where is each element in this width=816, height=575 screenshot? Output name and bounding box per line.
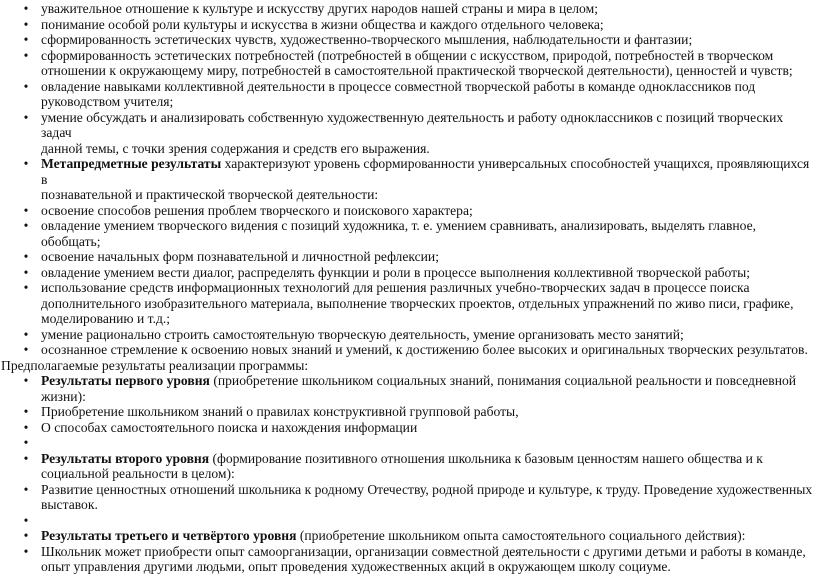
list-item [0, 404, 816, 420]
list-item-text: сформированность эстетических потребностей (потребностей в общении с искусством, природой, потребностей в творческом отношении к окружающему миру, потребностей в самостоятельной практической творческой деятельности), ценностей и чувств; [41, 47, 793, 78]
list-item-text: овладение умением вести диалог, распределять функции и роли в процессе выполнения коллективной творческой работы; [41, 264, 751, 280]
bullet-icon: • [23, 249, 29, 264]
bullet-icon: • [23, 450, 29, 466]
list-item [0, 156, 816, 203]
section-heading: Предполагаемые результаты реализации программы: [1, 357, 309, 373]
list-item [0, 280, 816, 327]
list-item [0, 342, 816, 358]
list-item [0, 435, 816, 451]
list-item-text: умение обсуждать и анализировать собственную художественную деятельность и работу одноклассников с позиций творческих задач данной темы, с точки зрения содержания и средств его выражения. [41, 109, 784, 156]
list-item-text: Развитие ценностных отношений школьника к родному Отечеству, родной природе и культуре, к труду. Проведение художественных выставок. [41, 481, 813, 512]
list-item [0, 544, 816, 575]
list-item-text: осознанное стремление к освоению новых знаний и умений, к достижению более высоких и оригинальных творческих результатов. [41, 342, 808, 357]
list-item [0, 110, 816, 157]
list-item-text [41, 435, 44, 450]
list-item-text: сформированность эстетических чувств, художественно-творческого мышления, наблюдательности и фантазии; [41, 32, 693, 47]
list-item-text: О способах самостоятельного поиска и нахождения информации [41, 419, 418, 435]
list-item-bold-lead: Результаты второго уровня [41, 450, 210, 466]
list-item [0, 48, 816, 79]
bullet-icon: • [23, 1, 29, 16]
bullet-icon: • [23, 419, 29, 435]
list-item [0, 218, 816, 249]
bullet-icon: • [23, 373, 29, 388]
list-item-text: характеризуют уровень сформированности универсальных способностей учащихся, проявляющихся в познавательной и практической творческой деятельности: [41, 156, 810, 202]
list-item-text: овладение умением творческого видения с позиций художника, т. е. умением сравнивать, анализировать, выделять главное, обобщать; [41, 218, 757, 249]
list-item [0, 249, 816, 265]
bullet-icon: • [23, 481, 29, 497]
bullet-icon: • [23, 218, 29, 233]
bullet-icon: • [23, 543, 29, 559]
list-item [0, 513, 816, 529]
results-list-personal [0, 1, 816, 358]
bullet-icon: • [23, 47, 29, 63]
list-item [0, 1, 816, 17]
list-item [0, 420, 816, 436]
list-item-text: освоение начальных форм познавательной и личностной рефлексии; [41, 249, 439, 264]
list-item-text: освоение способов решения проблем творческого и поискового характера; [41, 202, 473, 218]
list-item-text: (формирование позитивного отношения школьника к базовым ценностям нашего общества и к социальной реальности в целом): [41, 450, 763, 481]
list-item [0, 528, 816, 544]
list-item [0, 373, 816, 404]
list-item [0, 32, 816, 48]
bullet-icon: • [23, 326, 29, 342]
bullet-icon: • [23, 435, 29, 450]
list-item-text: Школьник может приобрести опыт самоорганизации, организации совместной деятельности с другими детьми и работы в команде, опыт управления другими людьми, опыт проведения художественных акций в окружающем школу социуме. [41, 543, 806, 574]
list-item-text: понимание особой роли культуры и искусства в жизни общества и каждого отдельного человека; [41, 16, 604, 32]
list-item-text [41, 513, 44, 528]
list-item-text: овладение навыками коллективной деятельности в процессе совместной творческой работы в команде одноклассников под руководством учителя; [41, 78, 756, 109]
document [0, 1, 816, 575]
list-item-text: (приобретение школьником социальных знаний, понимания социальной реальности и повседневной жизни): [41, 373, 797, 404]
list-item-text: умение рационально строить самостоятельную творческую деятельность, умение организовать место занятий; [41, 326, 684, 342]
list-item-text: уважительное отношение к культуре и искусству других народов нашей страны и мира в целом; [41, 1, 598, 16]
list-item-bold-lead: Метапредметные результаты [41, 156, 222, 171]
list-item [0, 79, 816, 110]
list-item [0, 17, 816, 33]
list-item [0, 203, 816, 219]
bullet-icon: • [23, 280, 29, 295]
list-item [0, 327, 816, 343]
list-item-bold-lead: Результаты третьего и четвёртого уровня [41, 528, 297, 543]
results-list-levels [0, 373, 816, 575]
list-item [0, 482, 816, 513]
bullet-icon: • [23, 528, 29, 543]
bullet-icon: • [23, 404, 29, 419]
bullet-icon: • [23, 512, 29, 528]
bullet-icon: • [23, 264, 29, 280]
bullet-icon: • [23, 78, 29, 94]
bullet-icon: • [23, 342, 29, 357]
list-item-bold-lead: Результаты первого уровня [41, 373, 210, 388]
list-item-text: Приобретение школьником знаний о правилах конструктивной групповой работы, [41, 404, 519, 419]
list-item [0, 451, 816, 482]
bullet-icon: • [23, 32, 29, 47]
bullet-icon: • [23, 16, 29, 32]
list-item-text: использование средств информационных технологий для решения различных учебно-творческих задач в процессе поиска дополнительного изобразительного материала, выполнение творческих проектов, отдельных упражнений по живо писи, графике, моделированию и т.д.; [41, 280, 794, 326]
list-item-text: (приобретение школьником опыта самостоятельного социального действия): [296, 528, 746, 543]
list-item [0, 265, 816, 281]
bullet-icon: • [23, 109, 29, 125]
bullet-icon: • [23, 156, 29, 171]
bullet-icon: • [23, 202, 29, 218]
